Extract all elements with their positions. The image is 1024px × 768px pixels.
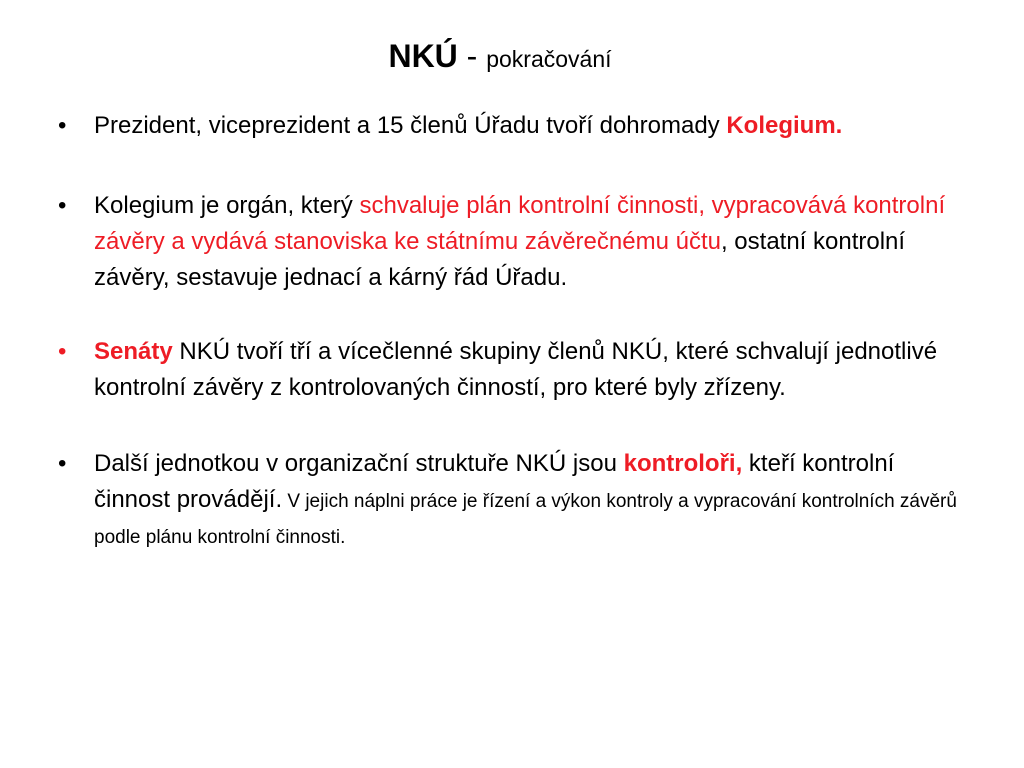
bullet-text-continued: , ostatní kontrolní závěry, sestavuje jednací a kárný řád Úřadu.	[94, 228, 906, 291]
bullet-marker: •	[58, 450, 67, 477]
bullet-text-continued: kteří kontrolní činnost provádějí.	[94, 450, 895, 513]
highlight-kolegium: Kolegium.	[726, 112, 843, 139]
bullet-item-kolegium	[58, 108, 968, 144]
bullet-item-kolegium-role	[58, 188, 968, 296]
bullet-marker: •	[58, 192, 67, 219]
bullet-item-senaty	[58, 334, 968, 406]
bullet-text: NKÚ tvoří tří a vícečlenné skupiny členů NKÚ, které schvalují jednotlivé kontrolní závěry z kontrolovaných činností, pro které byly zřízeny.	[94, 338, 938, 401]
slide-title	[0, 38, 1000, 75]
highlight-kolegium-duties: schvaluje plán kontrolní činnosti, vypracovává kontrolní závěry a vydává stanoviska ke státnímu závěrečnému účtu	[94, 192, 946, 255]
highlight-senaty: Senáty	[94, 338, 173, 365]
bullet-text-small: V jejich náplni práce je řízení a výkon kontroly a vypracování kontrolních závěrů podle plánu kontrolní činnosti.	[94, 491, 957, 548]
bullet-list	[58, 108, 968, 554]
bullet-marker: •	[58, 338, 67, 365]
title-dash: -	[457, 38, 487, 74]
highlight-kontrolori: kontroloři,	[623, 450, 743, 477]
title-main: NKÚ	[388, 38, 458, 74]
title-subtitle: pokračování	[486, 46, 612, 72]
bullet-text: Prezident, viceprezident a 15 členů Úřadu tvoří dohromady	[94, 112, 727, 139]
bullet-item-kontrolori	[58, 446, 968, 554]
bullet-text: Další jednotkou v organizační struktuře NKÚ jsou	[94, 450, 624, 477]
bullet-marker: •	[58, 112, 67, 139]
bullet-text: Kolegium je orgán, který	[94, 192, 360, 219]
